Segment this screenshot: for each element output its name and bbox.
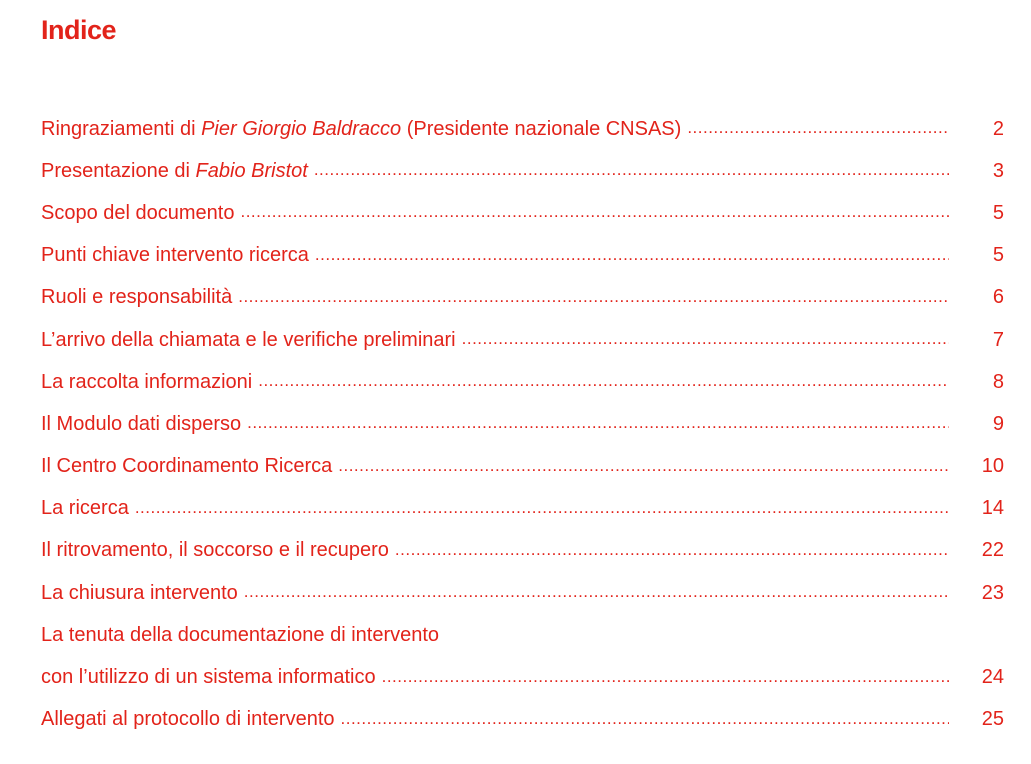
toc-entry-text: Scopo del documento — [41, 202, 240, 225]
toc-page-number: 22 — [981, 539, 1004, 562]
toc-entry-text: Il Centro Coordinamento Ricerca — [41, 455, 338, 478]
dot-leader — [382, 668, 949, 688]
toc-page-number: 24 — [981, 666, 1004, 689]
toc-entry-ruoli[interactable] — [41, 277, 1004, 319]
toc-entry-text: Ruoli e responsabilità — [41, 286, 238, 309]
toc-entry-text: Il Modulo dati disperso — [41, 413, 247, 436]
toc-entry-scopo[interactable] — [41, 192, 1004, 234]
toc-page-number: 8 — [992, 370, 1004, 393]
dot-leader — [687, 119, 949, 139]
toc-entry-text: La tenuta della documentazione di intervento — [41, 624, 445, 647]
dot-leader — [338, 457, 949, 477]
toc-entry-text: Il ritrovamento, il soccorso e il recupero — [41, 539, 395, 562]
toc-page-number: 14 — [981, 497, 1004, 520]
toc-entry-allegati[interactable] — [41, 699, 1004, 741]
toc-page-number: 5 — [992, 201, 1004, 224]
toc-entry-chiusura[interactable] — [41, 572, 1004, 614]
toc-entry-text: Ringraziamenti di Pier Giorgio Baldracco (Presidente nazionale CNSAS) — [41, 118, 687, 141]
toc-entry-text: Presentazione di Fabio Bristot — [41, 160, 314, 183]
dot-leader — [258, 372, 949, 392]
toc-entry-text: Allegati al protocollo di intervento — [41, 708, 341, 731]
toc-entry-text: La chiusura intervento — [41, 582, 244, 605]
toc-entry-ringraziamenti[interactable] — [41, 108, 1004, 150]
toc-page-number: 25 — [981, 708, 1004, 731]
dot-leader — [240, 203, 949, 223]
dot-leader — [244, 583, 949, 603]
toc-entry-punti-chiave[interactable] — [41, 235, 1004, 277]
toc-page-number: 10 — [981, 455, 1004, 478]
toc-entry-text: Punti chiave intervento ricerca — [41, 244, 315, 267]
toc-entry-text: La raccolta informazioni — [41, 371, 258, 394]
toc-entry-ricerca[interactable] — [41, 488, 1004, 530]
page-title: Indice — [41, 15, 117, 45]
toc-entry-arrivo-chiamata[interactable] — [41, 319, 1004, 361]
dot-leader — [314, 161, 949, 181]
toc-entry-tenuta-documentazione[interactable] — [41, 614, 1004, 656]
toc-entry-text: La ricerca — [41, 497, 135, 520]
toc-page-number: 6 — [992, 286, 1004, 309]
toc-entry-ritrovamento[interactable] — [41, 530, 1004, 572]
table-of-contents — [41, 108, 1004, 741]
dot-leader — [395, 541, 949, 561]
dot-leader — [238, 288, 949, 308]
dot-leader — [247, 414, 949, 434]
toc-entry-text: L’arrivo della chiamata e le verifiche preliminari — [41, 329, 462, 352]
toc-page-number: 7 — [992, 328, 1004, 351]
toc-entry-modulo-dati[interactable] — [41, 403, 1004, 445]
toc-page-number: 23 — [981, 581, 1004, 604]
dot-leader — [341, 710, 949, 730]
dot-leader — [315, 246, 949, 266]
toc-entry-presentazione[interactable] — [41, 150, 1004, 192]
toc-entry-text: con l’utilizzo di un sistema informatico — [41, 666, 382, 689]
toc-entry-centro-coordinamento[interactable] — [41, 446, 1004, 488]
dot-leader — [462, 330, 949, 350]
toc-page-number: 3 — [992, 159, 1004, 182]
toc-page-number: 9 — [992, 412, 1004, 435]
toc-page-number: 2 — [992, 117, 1004, 140]
dot-leader — [135, 499, 949, 519]
toc-entry-raccolta-informazioni[interactable] — [41, 361, 1004, 403]
toc-entry-sistema-informatico[interactable] — [41, 656, 1004, 698]
toc-page-number: 5 — [992, 244, 1004, 267]
